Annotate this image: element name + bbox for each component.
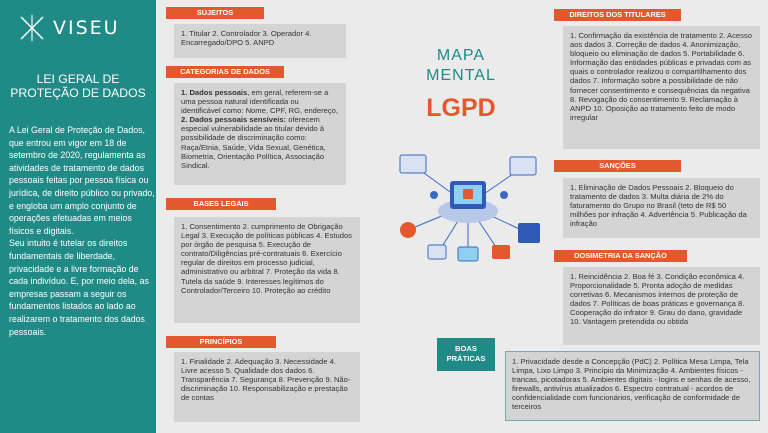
brand-logo — [18, 14, 120, 42]
principios-body: 1. Finalidade 2. Adequação 3. Necessidade 4. Livre acesso 5. Qualidade dos dados 6. Transparência 7. Segurança 8. Prevenção 9. Não-discriminação 10. Responsabilização e prestação de contas — [181, 357, 351, 403]
dosimetria-body: 1. Reincidência 2. Boa fé 3. Condição econômica 4. Proporcionalidade 5. Pronta adoção de medidas corretivas 6. Mecanismos internos de proteção de dados 7. Políticas de boas práticas e governança 8. Cooperação do infrator 9. Grau do dano, gravidade 10. Vantagem pretendida ou obtida — [570, 272, 745, 327]
bases-body: 1. Consentimento 2. cumprimento de Obrigação Legal 3. Execução de políticas públicas 4. Estudos por órgão de pesquisa 5. Execução de contrato/Diligências pré-contratuais 6. Exercício regular de direitos em processo judicial, administrativo ou arbitral 7. Proteção da vida 8. Tutela da saúde 9. Interesses legítimos do Controlador/Terceiro 10. Proteção ao crédito — [181, 222, 352, 295]
intro-paragraph-1: A Lei Geral de Proteção de Dados, que entrou em vigor em 18 de setembro de 2020, regulamenta as atividades de tratamento de dados pessoais feitas por pessoa física ou jurídica, de direito público ou privado, e engloba um amplo conjunto de operações efetuadas em meios físicos e digitais. — [9, 125, 155, 236]
sancoes-body: 1. Eliminação de Dados Pessoais 2. Bloqueio do tratamento de dados 3. Multa diária de 2% do faturamento do Grupo no Brasil (teto de R$ 50 milhões por infração 4. Advertência 5. Publicação da infração — [570, 183, 747, 229]
sidebar — [0, 0, 156, 433]
bases-header: BASES LEGAIS — [166, 198, 276, 210]
intro-paragraph-2: Seu intuito é tutelar os direitos fundamentais de liberdade, privacidade e a livre formação de cada indivíduo. E, por meio dela, as empresas passam a seguir os fundamentos listados ao lado ao realizarem o tratamento dos dados pessoais. — [9, 238, 149, 337]
center-title — [405, 46, 517, 123]
direitos-panel — [563, 26, 760, 149]
sancoes-panel — [563, 178, 760, 238]
bases-panel — [174, 217, 360, 323]
boas-body: 1. Privacidade desde a Concepção (PdC) 2. Política Mesa Limpa, Tela Limpa, Lixo Limpo 3. Princípio da Minimização 4. Ambientes físicos - trancas, picotadoras 5. Ambientes digitais - logins e senhas de acesso, firewalls, antivírus atualizados 6. Espectro contratual - acordos de confidencialidade com funcionários, verificação de conformidade de terceiros — [512, 357, 751, 412]
sujeitos-header: SUJEITOS — [166, 7, 264, 19]
boas-header-line1: BOAS — [455, 344, 477, 353]
sidebar-intro — [9, 124, 155, 338]
sujeitos-body: 1. Titular 2. Controlador 3. Operador 4. Encarregado/DPO 5. ANPD — [181, 29, 312, 48]
sujeitos-panel — [174, 24, 346, 58]
categorias-item2-text: oferecem especial vulnerabilidade ao titular devido à possibilidade de discriminação como: Raça/Etnia, Saúde, Vida Sexual, Genética, Biometria, Orientação Política, Associação Sindical. — [181, 115, 326, 170]
categorias-item1-text: , em geral, referem-se a uma pessoa natural identificada ou identificável como: Nome, CPF, RG, endereço, — [181, 88, 339, 116]
center-title-lgpd: LGPD — [426, 94, 496, 122]
principios-header: PRINCÍPIOS — [166, 336, 276, 348]
viseu-logo-icon — [18, 14, 46, 42]
boas-header — [437, 338, 495, 371]
boas-header-line2: PRÁTICAS — [446, 354, 486, 363]
center-title-line1: MAPA — [436, 47, 486, 64]
center-title-line2: MENTAL — [426, 67, 496, 84]
data-network-illustration — [388, 145, 548, 265]
sancoes-header: SANÇÕES — [554, 160, 681, 172]
sidebar-title-line2: PROTEÇÃO DE DADOS — [10, 86, 146, 100]
sidebar-title — [0, 72, 156, 100]
brand-name: VISEU — [53, 17, 120, 39]
dosimetria-header: DOSIMETRIA DA SANÇÃO — [554, 250, 687, 262]
categorias-item2-label: 2. Dados pessoais sensíveis: — [181, 115, 287, 125]
categorias-item1-label: 1. Dados pessoais — [181, 88, 248, 97]
dosimetria-panel — [563, 267, 760, 345]
direitos-header: DIREITOS DOS TITULARES — [554, 9, 681, 21]
principios-panel — [174, 352, 360, 422]
boas-panel — [505, 351, 760, 421]
direitos-body: 1. Confirmação da existência de tratamento 2. Acesso aos dados 3. Correção de dados 4. Anonimização, bloqueio ou eliminação de dados 5. Portabilidade 6. Informação das entidades públicas e privadas com as quais o controlador realizou o compartilhamento dos dados 7. Informação sobre a possibilidade de não fornecer consentimento e consequências da negativa 8. Revogação do consentimento 9. Reclamação à ANPD 10. Oposição ao tratamento feito de modo irregular — [570, 31, 752, 122]
categorias-panel — [174, 83, 346, 185]
categorias-header: CATEGORIAS DE DADOS — [166, 66, 284, 78]
sidebar-title-line1: LEI GERAL DE — [36, 72, 120, 86]
